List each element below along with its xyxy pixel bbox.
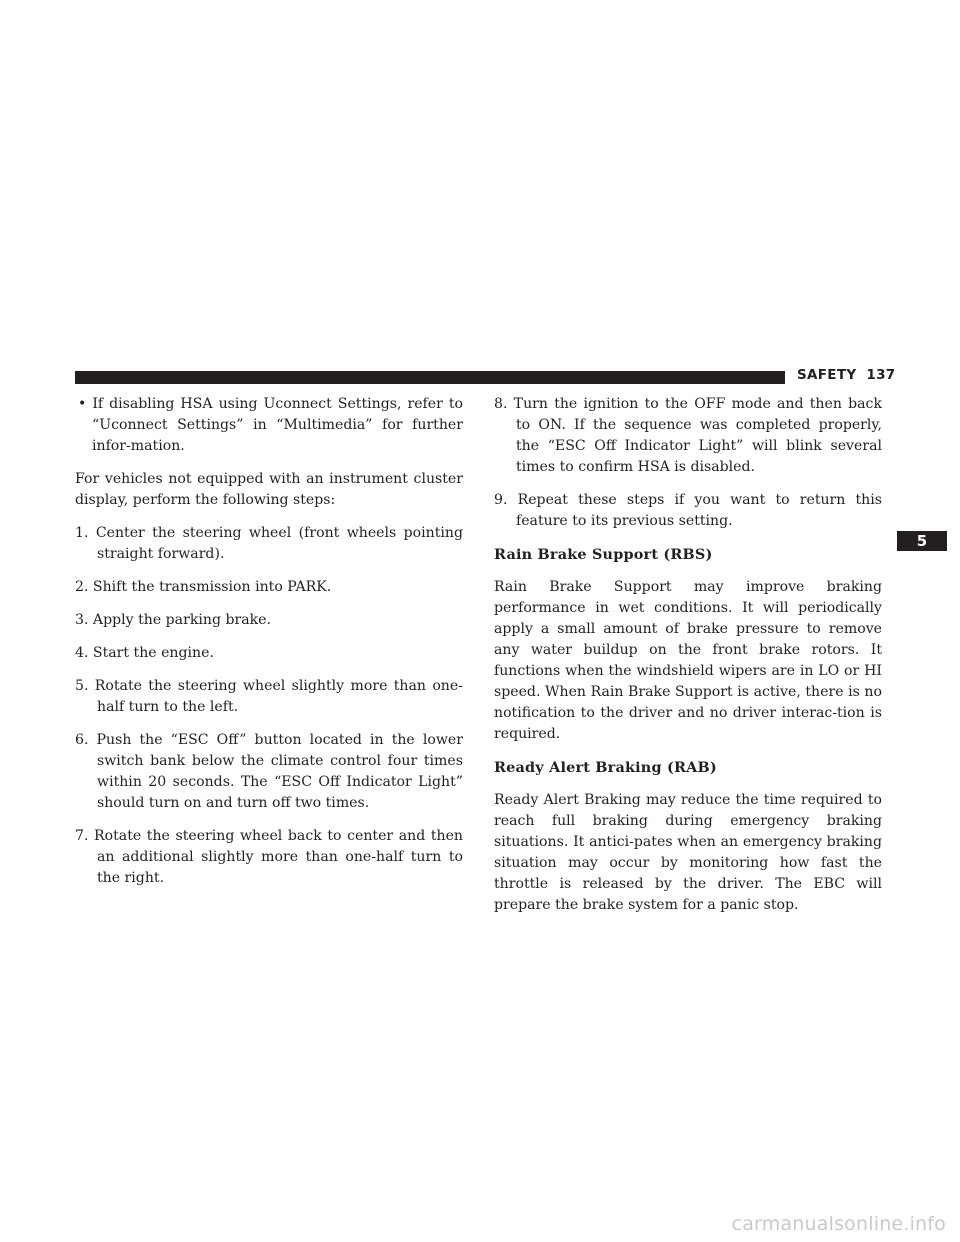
chapter-tab: 5 <box>897 531 947 551</box>
rab-paragraph: Ready Alert Braking may reduce the time required to reach full braking during emergency braking situations. It antici-pates when an emergency braking situation may occur by monitoring how fast the throttle is released by the driver. The EBC will prepare the brake system for a panic stop. <box>494 792 882 913</box>
bullet-item: • If disabling HSA using Uconnect Settings, refer to “Uconnect Settings” in “Multimedia” for further infor-mation. <box>78 396 463 454</box>
step-4: 4. Start the engine. <box>75 645 214 661</box>
step-5: 5. Rotate the steering wheel slightly more than one-half turn to the left. <box>75 678 463 715</box>
page-number: 137 <box>866 367 896 383</box>
left-column <box>75 394 463 901</box>
rab-heading: Ready Alert Braking (RAB) <box>494 759 717 776</box>
running-header <box>797 367 896 383</box>
step-1: 1. Center the steering wheel (front wheels pointing straight forward). <box>75 525 463 562</box>
rbs-paragraph: Rain Brake Support may improve braking performance in wet conditions. It will periodically apply a small amount of brake pressure to remove any water buildup on the front brake rotors. It functions when the windshield wipers are in LO or HI speed. When Rain Brake Support is active, there is no notification to the driver and no driver interac-tion is required. <box>494 579 882 742</box>
step-9: 9. Repeat these steps if you want to return this feature to its previous setting. <box>494 492 882 529</box>
section-title: SAFETY <box>797 367 857 383</box>
header-rule <box>75 371 785 384</box>
right-column <box>494 394 882 928</box>
watermark: carmanualsonline.info <box>731 1213 946 1235</box>
step-6: 6. Push the “ESC Off” button located in the lower switch bank below the climate control four times within 20 seconds. The “ESC Off Indicator Light” should turn on and turn off two times. <box>75 732 463 811</box>
bullet-text: If disabling HSA using Uconnect Settings, refer to “Uconnect Settings” in “Multimedia” for further infor-mation. <box>92 396 463 454</box>
step-7: 7. Rotate the steering wheel back to center and then an additional slightly more than one-half turn to the right. <box>75 828 463 886</box>
step-3: 3. Apply the parking brake. <box>75 612 271 628</box>
rbs-heading: Rain Brake Support (RBS) <box>494 546 713 563</box>
step-8: 8. Turn the ignition to the OFF mode and then back to ON. If the sequence was completed properly, the “ESC Off Indicator Light” will blink several times to confirm HSA is disabled. <box>494 396 882 475</box>
step-2: 2. Shift the transmission into PARK. <box>75 579 332 595</box>
intro-paragraph: For vehicles not equipped with an instrument cluster display, perform the following steps: <box>75 471 463 508</box>
